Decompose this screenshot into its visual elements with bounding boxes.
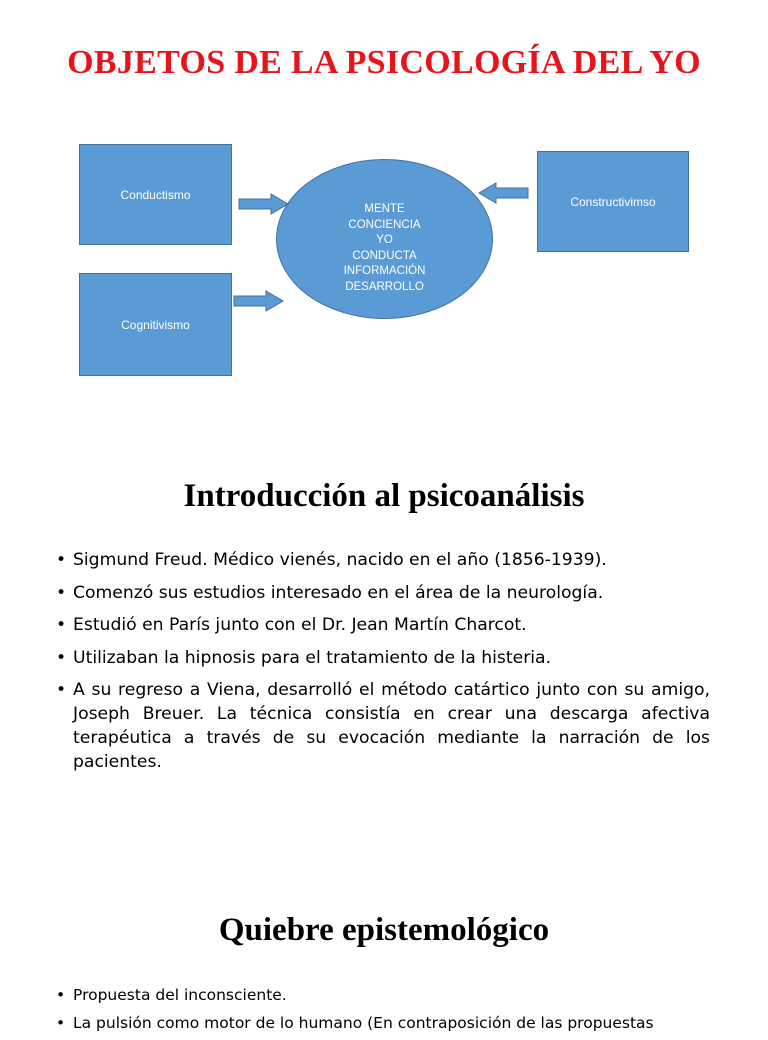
center-line: YO <box>376 234 393 246</box>
list-item <box>56 1012 716 1034</box>
box-cognitivismo-label: Cognitivismo <box>121 317 190 332</box>
bullet-icon: • <box>56 680 67 701</box>
list-item-text: A su regreso a Viena, desarrolló el método catártico junto con su amigo, Joseph Breuer. La técnica consistía en crear una descarga afectiva terapéutica a través de su evocación mediante la narración de los pacientes. <box>73 680 710 772</box>
list-item <box>56 549 710 573</box>
slide-title-introduccion: Introducción al psicoanálisis <box>183 478 585 514</box>
center-line: CONCIENCIA <box>348 218 421 231</box>
list-item-text: La pulsión como motor de lo humano (En contraposición de las propuestas <box>73 1014 654 1032</box>
list-item <box>56 582 710 606</box>
list-item-text: Estudió en París junto con el Dr. Jean Martín Charcot. <box>73 615 527 636</box>
box-constructivismo <box>537 151 689 252</box>
bullet-icon: • <box>56 550 67 570</box>
slide-title-quiebre: Quiebre epistemológico <box>218 912 550 948</box>
list-item-text: Utilizaban la hipnosis para el tratamiento de la histeria. <box>73 647 552 668</box>
box-conductismo <box>79 144 232 245</box>
box-constructivismo-label: Constructivimso <box>570 194 656 209</box>
bullet-icon: • <box>56 986 66 1004</box>
bullet-list-introduccion <box>56 549 710 783</box>
slide-title-objetos: OBJETOS DE LA PSICOLOGÍA DEL YO <box>67 44 701 81</box>
center-line: DESARROLLO <box>345 280 424 293</box>
arrow-left-icon <box>479 183 528 203</box>
list-item-text: Propuesta del inconsciente. <box>73 986 287 1004</box>
bullet-icon: • <box>56 615 67 636</box>
center-ellipse-text <box>276 202 493 295</box>
bullet-icon: • <box>56 1014 66 1032</box>
list-item-text: Sigmund Freud. Médico vienés, nacido en el año (1856-1939). <box>73 550 607 570</box>
bullet-list-quiebre <box>56 984 716 1040</box>
list-item <box>56 679 710 774</box>
box-conductismo-label: Conductismo <box>120 187 191 202</box>
center-line: INFORMACIÓN <box>343 265 426 277</box>
bullet-icon: • <box>56 582 67 603</box>
list-item <box>56 647 710 671</box>
bullet-icon: • <box>56 647 67 668</box>
center-line: MENTE <box>364 203 405 215</box>
list-item-text: Comenzó sus estudios interesado en el área de la neurología. <box>73 582 604 603</box>
box-cognitivismo <box>79 273 232 376</box>
list-item <box>56 614 710 638</box>
list-item <box>56 984 716 1006</box>
center-line: CONDUCTA <box>352 249 417 262</box>
